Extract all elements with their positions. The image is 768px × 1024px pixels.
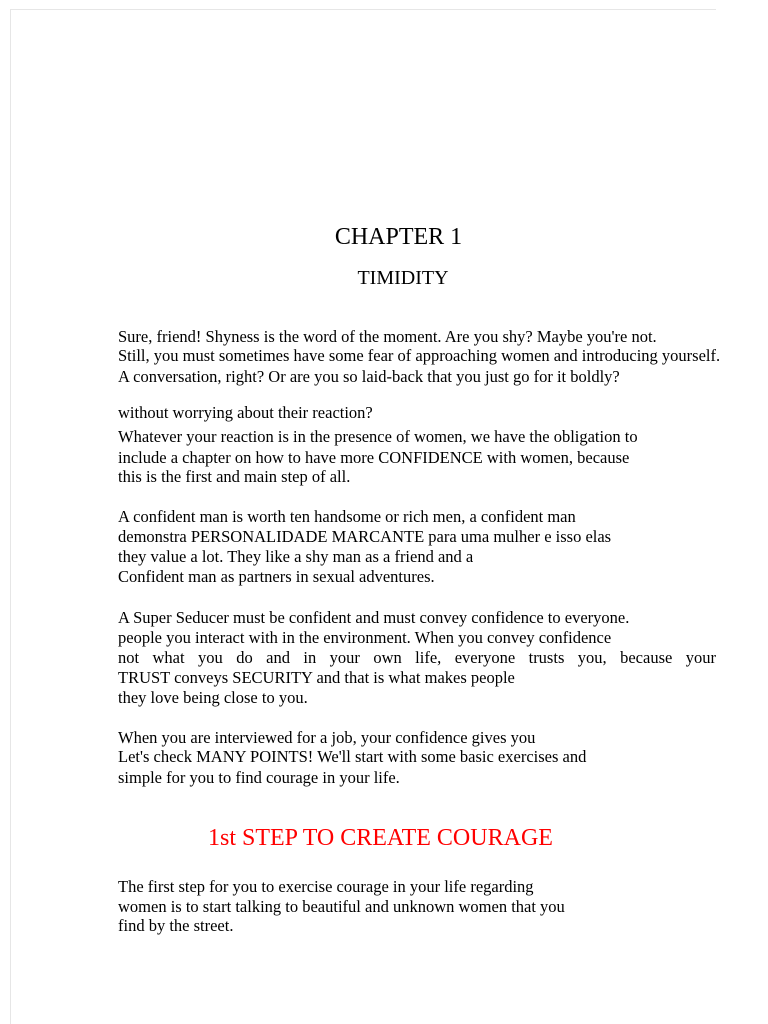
paragraph-4-line-3: not what you do and in your own life, everyone trusts you, because your	[118, 648, 716, 667]
paragraph-6-line-1: The first step for you to exercise courage in your life regarding	[118, 877, 534, 896]
paragraph-1-line-1: Sure, friend! Shyness is the word of the moment. Are you shy? Maybe you're not.	[118, 327, 657, 346]
paragraph-1-line-3: A conversation, right? Or are you so laid-back that you just go for it boldly?	[118, 367, 620, 386]
paragraph-6-line-2: women is to start talking to beautiful and unknown women that you	[118, 897, 565, 916]
paragraph-1-line-2: Still, you must sometimes have some fear of approaching women and introducing yourself.	[118, 346, 721, 365]
paragraph-4-line-5: they love being close to you.	[118, 688, 308, 707]
paragraph-2-line-3: include a chapter on how to have more CONFIDENCE with women, because	[118, 448, 630, 467]
chapter-subtitle: TIMIDITY	[357, 267, 449, 289]
paragraph-3-line-1: A confident man is worth ten handsome or rich men, a confident man	[118, 507, 576, 526]
paragraph-3-line-4: Confident man as partners in sexual adventures.	[118, 567, 435, 586]
paragraph-2-line-4: this is the first and main step of all.	[118, 467, 351, 486]
paragraph-2-line-1: without worrying about their reaction?	[118, 403, 373, 422]
paragraph-3-line-2: demonstra PERSONALIDADE MARCANTE para uma mulher e isso elas	[118, 527, 612, 546]
paragraph-6-line-3: find by the street.	[118, 916, 234, 935]
paragraph-4-line-2: people you interact with in the environment. When you convey confidence	[118, 628, 612, 647]
paragraph-5-line-1: When you are interviewed for a job, your confidence gives you	[118, 728, 536, 747]
paragraph-5-line-2: Let's check MANY POINTS! We'll start with some basic exercises and	[118, 747, 587, 766]
paragraph-4-line-1: A Super Seducer must be confident and must convey confidence to everyone.	[118, 608, 630, 627]
paragraph-5-line-3: simple for you to find courage in your life.	[118, 768, 400, 787]
chapter-title: CHAPTER 1	[334, 224, 463, 250]
paragraph-3-line-3: they value a lot. They like a shy man as a friend and a	[118, 547, 474, 566]
section-heading: 1st STEP TO CREATE COURAGE	[208, 825, 553, 851]
paragraph-2-line-2: Whatever your reaction is in the presence of women, we have the obligation to	[118, 427, 638, 446]
paragraph-4-line-4: TRUST conveys SECURITY and that is what makes people	[118, 668, 515, 687]
